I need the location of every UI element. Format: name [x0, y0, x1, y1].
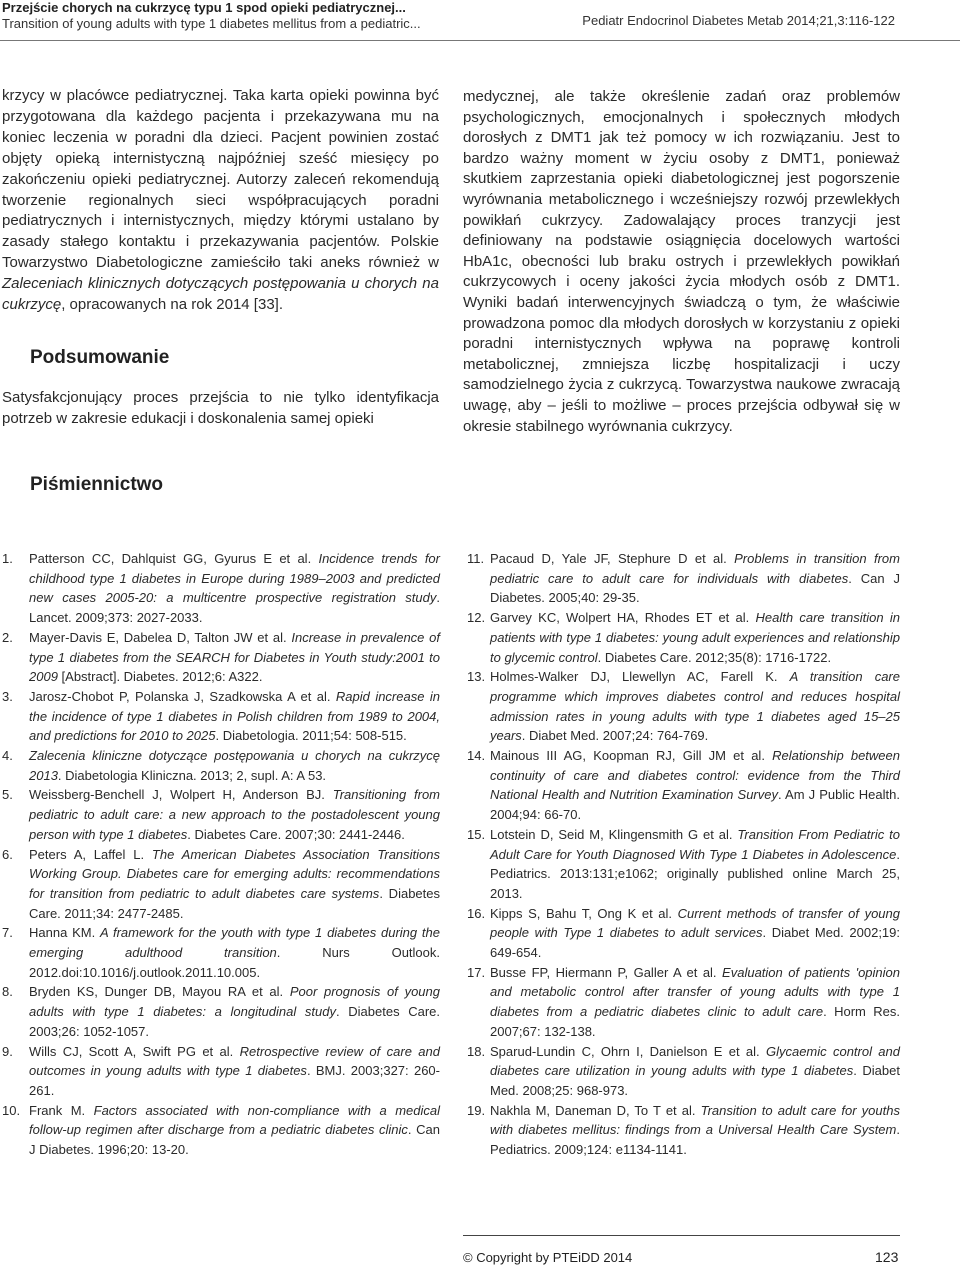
- reference-source: . Diabet Med. 2008;25: 968-973.: [490, 1063, 900, 1098]
- body-paragraph: [2, 86, 439, 316]
- summary-heading: Podsumowanie: [30, 347, 170, 368]
- running-subtitle: Transition of young adults with type 1 diabetes mellitus from a pediatric...: [2, 16, 421, 31]
- reference-authors: Bryden KS, Dunger DB, Mayou RA et al.: [29, 984, 290, 1000]
- reference-item: [2, 687, 440, 746]
- reference-title: Retrospective review of care and outcomes in young adults with type 1 diabetes: [29, 1043, 440, 1079]
- reference-source: . Diabetes Care. 2012;35(8): 1716-1722.: [597, 649, 832, 665]
- reference-number: 3.: [2, 688, 13, 704]
- reference-title: Transitioning from pediatric to adult care: a new approach to the postadolescent young person with type 1 diabetes: [29, 787, 441, 842]
- reference-source: . Diabet Med. 2007;24: 764-769.: [521, 728, 709, 744]
- reference-authors: Mayer-Davis E, Dabelea D, Talton JW et al.: [29, 629, 292, 645]
- reference-number: 1.: [2, 551, 13, 566]
- reference-number: 5.: [2, 787, 13, 803]
- reference-number: 9.: [2, 1043, 13, 1059]
- reference-item: [463, 904, 900, 963]
- reference-item: [463, 608, 900, 667]
- reference-authors: Nakhla M, Daneman D, To T et al.: [490, 1102, 701, 1118]
- reference-source: . Pediatrics. 2009;124: e1134-1141.: [490, 1122, 900, 1158]
- reference-item: [2, 845, 440, 924]
- reference-authors: Busse FP, Hiermann P, Galler A et al.: [490, 964, 723, 980]
- reference-item: [2, 1101, 440, 1160]
- reference-title: A framework for the youth with type 1 diabetes during the emerging adulthood transition: [29, 925, 440, 961]
- reference-source: . Am J Public Health. 2004;94: 66-70.: [490, 787, 900, 823]
- reference-title: A transition care programme which improves diabetes control and reduces hospital admission rates in young adults with type 1 diabetes aged 15–25 years: [490, 669, 900, 744]
- reference-number: 14.: [467, 748, 486, 764]
- reference-source: . Nurs Outlook. 2012.doi:10.1016/j.outlook.2011.10.005.: [29, 945, 441, 980]
- running-header: [2, 0, 562, 33]
- reference-title: Evaluation of patients 'opinion and metabolic control after transfer of young adults with type 1 diabetes from a pediatric diabetes clinic to adult care: [490, 964, 901, 1020]
- reference-title: The American Diabetes Association Transitions Working Group. Diabetes care for emerging adults: recommendations for transition from pediatric to adult diabetes care systems: [29, 846, 440, 901]
- running-title: Przejście chorych na cukrzycę typu 1 spod opieki pediatrycznej...: [2, 0, 406, 15]
- reference-authors: Frank M.: [29, 1102, 94, 1118]
- summary-paragraph: Satysfakcjonujący proces przejścia to nie tylko identyfikacja potrzeb w zakresie edukacji i doskonalenia samej opieki: [2, 389, 439, 427]
- reference-number: 18.: [467, 1043, 486, 1059]
- reference-authors: Wills CJ, Scott A, Swift PG et al.: [29, 1043, 240, 1059]
- reference-title: Increase in prevalence of type 1 diabetes from the SEARCH for Diabetes in Youth study:2001 to 2009: [29, 629, 440, 685]
- reference-source: . Diabet Med. 2002;19: 649-654.: [490, 925, 900, 961]
- reference-item: [463, 825, 900, 904]
- reference-authors: Kipps S, Bahu T, Ong K et al.: [490, 905, 678, 921]
- reference-title: Factors associated with non-compliance with a medical follow-up regimen after discharge from a pediatric diabetes clinic: [29, 1102, 440, 1138]
- copyright-notice: © Copyright by PTEiDD 2014: [463, 1250, 633, 1265]
- reference-authors: Mainous III AG, Koopman RJ, Gill JM et al.: [490, 748, 773, 764]
- reference-authors: Patterson CC, Dahlquist GG, Gyurus E et al.: [29, 551, 319, 566]
- reference-authors: Hanna KM.: [29, 925, 100, 941]
- header-divider: [0, 40, 960, 41]
- reference-authors: Holmes-Walker DJ, Llewellyn AC, Farell K.: [490, 669, 790, 685]
- reference-number: 16.: [467, 905, 486, 921]
- reference-item: [463, 746, 900, 825]
- reference-authors: Lotstein D, Seid M, Klingensmith G et al.: [490, 826, 738, 842]
- reference-number: 8.: [2, 984, 13, 1000]
- reference-source: . Diabetes Care. 2011;34: 2477-2485.: [29, 885, 440, 921]
- reference-title: Problems in transition from pediatric care to adult care for individuals with diabetes: [490, 551, 900, 586]
- reference-source: . Lancet. 2009;373: 2027-2033.: [29, 590, 440, 626]
- reference-source: . Diabetologia. 2011;54: 508-515.: [215, 728, 407, 744]
- reference-source: . Horm Res. 2007;67: 132-138.: [490, 1004, 900, 1039]
- reference-number: 15.: [467, 826, 486, 842]
- reference-title: Relationship between continuity of care and diabetes control: evidence from the Third National Health and Nutrition Examination Survey: [490, 748, 901, 803]
- reference-title: Incidence trends for childhood type 1 diabetes in Europe during 1989–2003 and predicted new cases 2005-20: a multicentre prospective registration study: [29, 551, 440, 606]
- reference-source: . Pediatrics. 2013:131;e1062; originally published online March 25, 2013.: [490, 846, 900, 901]
- reference-number: 7.: [2, 925, 13, 941]
- reference-source: . BMJ. 2003;327: 260-261.: [29, 1063, 440, 1098]
- reference-number: 11.: [467, 551, 485, 566]
- reference-item: [2, 1042, 440, 1101]
- reference-title: Poor prognosis of young adults with type 1 diabetes: a longitudinal study: [29, 984, 440, 1020]
- references-heading: Piśmiennictwo: [30, 474, 164, 495]
- reference-item: [2, 746, 440, 785]
- reference-number: 13.: [467, 669, 486, 685]
- body-paragraph-right: medycznej, ale także określenie zadań oraz problemów psychologicznych, emocjonalnych i społecznych młodych dorosłych z DMT1 jak też pomocy w ich rozwiązaniu. Jest to bardzo ważny moment w życiu osoby z DMT1, ponieważ skutkiem zaprzestania opieki diabetologicznej jest pogorszenie wyrównania metabolicznego i wcześniejszy rozwój przewlekłych powikłań cukrzycy. Zadowalający proces tranzycji jest definiowany na podstawie osiągnięcia docelowych wartości HbA1c, obecności lub braku ostrych i przewlekłych powikłań cukrzycowych i oceny jakości życia młodych osób z DMT1. Wyniki badań interwencyjnych świadczą o tym, że właściwie prowadzona pomoc dla młodych dorosłych w korzystaniu z opieki poradni internistycznych wpływa na poprawę kontroli metabolicznej, zmniejsza liczbę hospitalizacji i uczy samodzielnego życia z cukrzycą. Towarzystwa naukowe zwracają uwagę, aby – jeśli to możliwe – proces przejścia odbywał się w okresie stabilnego wyrównania cukrzycy.: [463, 88, 900, 435]
- reference-authors: Peters A, Laffel L.: [29, 846, 152, 862]
- reference-title: Health care transition in patients with type 1 diabetes: young adult experiences and relationship to glycemic control: [490, 610, 901, 665]
- reference-item: [2, 982, 440, 1041]
- reference-item: [2, 785, 440, 844]
- reference-source: . Can J Diabetes. 2005;40: 29-35.: [490, 570, 900, 606]
- reference-authors: Pacaud D, Yale JF, Stephure D et al.: [490, 551, 735, 566]
- reference-source: . Diabetes Care. 2007;30: 2441-2446.: [187, 826, 405, 842]
- page-number: 123: [875, 1249, 899, 1265]
- reference-item: [463, 963, 900, 1042]
- guideline-title: Zaleceniach klinicznych dotyczących postępowania u chorych na cukrzycę: [2, 275, 439, 314]
- reference-source: . Diabetes Care. 2003;26: 1052-1057.: [29, 1004, 441, 1039]
- reference-source: . Can J Diabetes. 1996;20: 13-20.: [29, 1122, 440, 1158]
- journal-citation: Pediatr Endocrinol Diabetes Metab 2014;21,3:116-122: [582, 13, 895, 28]
- reference-number: 10.: [2, 1102, 21, 1118]
- reference-title: Rapid increase in the incidence of type 1 diabetes in Polish children from 1989 to 2004, and predictions for 2010 to 2025: [29, 688, 440, 744]
- reference-item: [463, 1042, 900, 1101]
- left-body-column: [2, 86, 439, 316]
- references-list-left: [2, 549, 440, 1160]
- reference-authors: Sparud-Lundin C, Ohrn I, Danielson E et al.: [490, 1043, 766, 1059]
- right-body-column: [463, 87, 900, 437]
- reference-item: [463, 667, 900, 746]
- reference-number: 12.: [467, 610, 486, 626]
- paragraph-text: krzycy w placówce pediatrycznej. Taka karta opieki powinna być przygotowana dla każdego pacjenta i przekazywana mu na koniec leczenia w poradni dla dzieci. Pacjent powinien zostać objęty opieką internistyczną najpóźniej sześć miesięcy po zakończeniu opieki pediatrycznej. Autorzy zaleceń rekomendują tworzenie regionalnych sieci współpracujących poradni pediatrycznych i internistycznych, między którymi ustalano by zasady stałego kontaktu i przekazywania pacjentów. Polskie Towarzystwo Diabetologiczne zamieściło taki aneks również w: [2, 87, 439, 272]
- references-list-right: [463, 549, 900, 1160]
- reference-authors: Jarosz-Chobot P, Polanska J, Szadkowska A et al.: [29, 688, 336, 704]
- reference-number: 17.: [467, 964, 486, 980]
- reference-number: 6.: [2, 846, 13, 862]
- reference-item: [2, 923, 440, 982]
- reference-item: [2, 549, 440, 628]
- reference-authors: Garvey KC, Wolpert HA, Rhodes ET et al.: [490, 610, 756, 626]
- reference-item: [463, 549, 900, 608]
- reference-authors: Weissberg-Benchell J, Wolpert H, Anderson BJ.: [29, 787, 333, 803]
- reference-title: Zalecenia kliniczne dotyczące postępowania u chorych na cukrzycę 2013: [29, 748, 440, 783]
- reference-title: Glycaemic control and diabetes care utilization in young adults with type 1 diabetes: [490, 1043, 900, 1079]
- reference-number: 19.: [467, 1102, 486, 1118]
- reference-source: . Diabetologia Kliniczna. 2013; 2, supl. A: A 53.: [57, 767, 327, 783]
- reference-source: [Abstract]. Diabetes. 2012;6: A322.: [57, 669, 263, 685]
- reference-title: Transition to adult care for youths with diabetes mellitus: findings from a Universal Health Care System: [490, 1102, 900, 1138]
- reference-item: [2, 628, 440, 687]
- reference-item: [463, 1101, 900, 1160]
- reference-title: Current methods of transfer of young people with Type 1 diabetes to adult services: [490, 905, 900, 941]
- reference-title: Transition From Pediatric to Adult Care for Youth Diagnosed With Type 1 Diabetes in Adolescence: [490, 826, 901, 862]
- reference-number: 4.: [2, 748, 13, 764]
- footer-divider: [463, 1235, 900, 1236]
- reference-number: 2.: [2, 629, 13, 645]
- paragraph-text-end: , opracowanych na rok 2014 [33].: [61, 296, 283, 314]
